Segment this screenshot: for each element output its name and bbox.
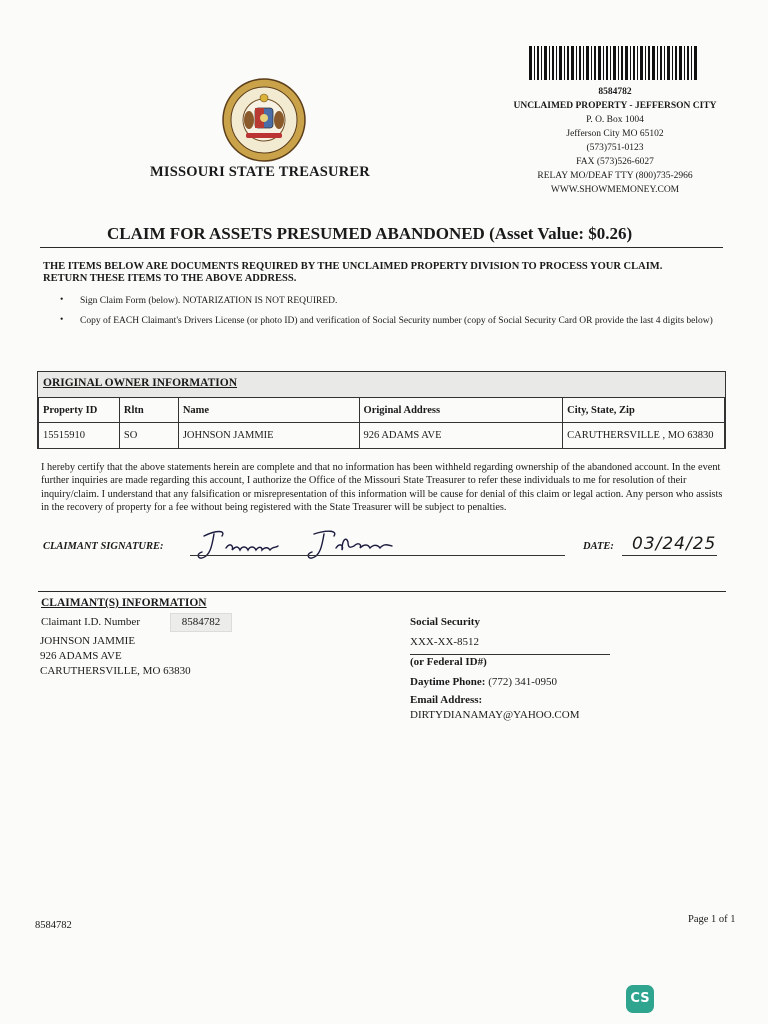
- ss-value: XXX-XX-8512: [410, 636, 480, 648]
- claim-id-number: 8584782: [598, 87, 632, 97]
- certification-statement: I hereby certify that the above statements herein are complete and that no information has been withheld regarding ownership of the abandoned account. In the event further inquiries are made regarding this account, I authorize the Office of the Missouri State Treasurer to refer these individuals to me for resolution of their inquiry/claim. I understand that any falsification or misrepresentation of this information will be cause for denial of this claim or legal action. Any person who assists in the recovery of property for a fee without being registered with the State Treasurer will be subject to penalties.: [41, 462, 723, 513]
- column-header: Name: [178, 398, 359, 423]
- claimant-id-value: 8584782: [170, 613, 232, 632]
- original-owner-table: [37, 371, 726, 449]
- federal-id-label: (or Federal ID#): [410, 656, 487, 668]
- claimant-city: CARUTHERSVILLE, MO 63830: [40, 665, 191, 677]
- city-state-zip-cell: CARUTHERSVILLE , MO 63830: [563, 423, 725, 449]
- po-box: P. O. Box 1004: [586, 115, 644, 125]
- owner-table: [38, 397, 725, 449]
- column-header: Original Address: [359, 398, 563, 423]
- signature-line: [190, 555, 565, 556]
- office-name: UNCLAIMED PROPERTY - JEFFERSON CITY: [513, 101, 717, 111]
- table-header-row: [39, 398, 725, 423]
- list-item: • Sign Claim Form (below). NOTARIZATION IS NOT REQUIRED.: [60, 295, 338, 306]
- date-line: [622, 555, 717, 556]
- phone-value: (772) 341-0950: [488, 676, 557, 688]
- instructions-intro: THE ITEMS BELOW ARE DOCUMENTS REQUIRED BY THE UNCLAIMED PROPERTY DIVISION TO PROCESS YOUR CLAIM. RETURN THESE ITEMS TO THE ABOVE ADDRESS.: [43, 261, 663, 284]
- city-line: Jefferson City MO 65102: [566, 129, 664, 139]
- missouri-state-seal-icon: [222, 78, 306, 162]
- page-number: Page 1 of 1: [688, 914, 736, 925]
- title-divider: [40, 247, 723, 248]
- list-item: • Copy of EACH Claimant's Drivers License (or photo ID) and verification of Social Security number (copy of Social Security Card OR provide the last 4 digits below): [60, 315, 713, 326]
- name-cell: JOHNSON JAMMIE: [178, 423, 359, 449]
- column-header: Rltn: [119, 398, 178, 423]
- email-value: DIRTYDIANAMAY@YAHOO.COM: [410, 709, 580, 721]
- bullet-icon: •: [60, 315, 64, 325]
- claimant-id-label: Claimant I.D. Number: [41, 616, 140, 628]
- property-id-cell: 15515910: [39, 423, 120, 449]
- ss-underline: [410, 654, 610, 655]
- date-label: DATE:: [583, 541, 614, 552]
- claimant-heading: CLAIMANT(S) INFORMATION: [41, 597, 207, 609]
- owner-section-header: [38, 372, 725, 398]
- camscanner-badge-icon: CS: [626, 985, 654, 1013]
- table-row: [39, 423, 725, 449]
- phone-line: (573)751-0123: [586, 143, 644, 153]
- website-line: WWW.SHOWMEMONEY.COM: [550, 185, 680, 195]
- column-header: City, State, Zip: [563, 398, 725, 423]
- ss-label: Social Security: [410, 616, 480, 628]
- relay-line: RELAY MO/DEAF TTY (800)735-2966: [537, 171, 693, 181]
- org-title: MISSOURI STATE TREASURER: [150, 164, 370, 180]
- instructions-list: [60, 296, 720, 336]
- column-header: Property ID: [39, 398, 120, 423]
- bullet-icon: •: [60, 295, 64, 305]
- signature-label: CLAIMANT SIGNATURE:: [43, 541, 164, 552]
- barcode-icon: [529, 46, 699, 80]
- fax-line: FAX (573)526-6027: [576, 157, 654, 167]
- owner-heading: ORIGINAL OWNER INFORMATION: [43, 377, 238, 389]
- address-cell: 926 ADAMS AVE: [359, 423, 563, 449]
- section-divider: [38, 591, 726, 592]
- treasurer-address-block: [470, 85, 760, 197]
- handwritten-signature: [196, 526, 416, 562]
- claimant-street: 926 ADAMS AVE: [40, 650, 122, 662]
- page-title: CLAIM FOR ASSETS PRESUMED ABANDONED (Asset Value: $0.26): [107, 224, 633, 243]
- phone-label: Daytime Phone:: [410, 676, 486, 688]
- claimant-contact-block: [410, 615, 640, 723]
- email-label: Email Address:: [410, 694, 483, 706]
- claimant-address-block: [40, 634, 191, 679]
- claimant-name: JOHNSON JAMMIE: [40, 635, 136, 647]
- relation-cell: SO: [119, 423, 178, 449]
- handwritten-date: 03/24/25: [632, 534, 717, 554]
- footer-id: 8584782: [35, 920, 72, 931]
